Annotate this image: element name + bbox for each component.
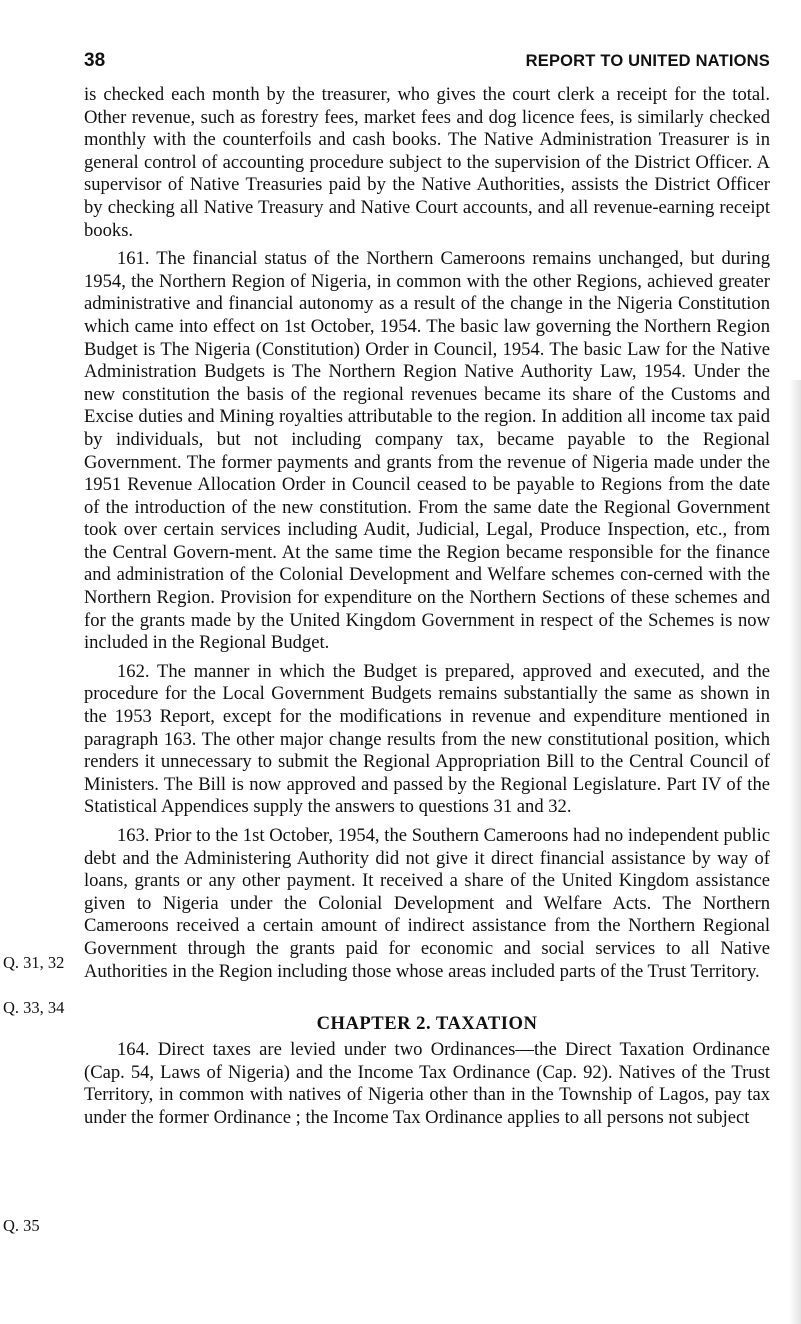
body-text [84, 84, 770, 1130]
paragraph-163: 163. Prior to the 1st October, 1954, the Southern Cameroons had no independent public debt and the Administering Authority did not give it direct financial assistance by way of loans, grants or any other payment. It received a share of the United Kingdom assistance given to Nigeria under the Colonial Development and Welfare Acts. The Northern Cameroons received a certain amount of indirect assistance from the Northern Regional Government through the grants paid for economic and social services to all Native Authorities in the Region including those whose areas included parts of the Trust Territory. [84, 825, 770, 982]
paragraph-162: 162. The manner in which the Budget is prepared, approved and executed, and the procedure for the Local Government Budgets remains substantially the same as shown in the 1953 Report, except for the modifications in revenue and expenditure mentioned in paragraph 163. The other major change results from the new constitutional position, which renders it unnecessary to submit the Regional Appropriation Bill to the Central Council of Ministers. The Bill is now approved and passed by the Regional Legislature. Part IV of the Statistical Appendices supply the answers to questions 31 and 32. [84, 660, 770, 818]
paragraph-161: 161. The financial status of the Northern Cameroons remains unchanged, but during 1954, the Northern Region of Nigeria, in common with the other Regions, achieved greater administrative and financial autonomy as a result of the change in the Nigeria Constitution which came into effect on 1st October, 1954. The basic law governing the Northern Region Budget is The Nigeria (Constitution) Order in Council, 1954. The basic Law for the Native Administration Budgets is The Northern Region Native Authority Law, 1954. Under the new constitution the basis of the regional revenues became its share of the Customs and Excise duties and Mining royalties attributable to the region. In addition all income tax paid by individuals, but not including company tax, became payable to the Regional Government. The former payments and grants from the revenue of Nigeria made under the 1951 Revenue Allocation Order in Council ceased to be payable to Regions from the date of the introduction of the new constitution. From the same date the Regional Government took over certain services including Audit, Judicial, Legal, Produce Inspection, etc., from the Central Govern-ment. At the same time the Region became responsible for the finance and administration of the Colonial Development and Welfare schemes con-cerned with the Northern Region. Provision for expenditure on the Northern Sections of these schemes and for the grants made by the United Kingdom Government in respect of the Schemes is now included in the Regional Budget. [84, 248, 770, 654]
paragraph-164: 164. Direct taxes are levied under two Ordinances—the Direct Taxation Ordinance (Cap. 54, Laws of Nigeria) and the Income Tax Ordinance (Cap. 92). Natives of the Trust Territory, in common with natives of Nigeria other than in the Township of Lagos, pay tax under the former Ordinance ; the Income Tax Ordinance applies to all persons not subject [84, 1039, 770, 1128]
margin-reference-q31-32: Q. 31, 32 [3, 953, 65, 972]
paragraph-continued: is checked each month by the treasurer, who gives the court clerk a receipt for the total. Other revenue, such as forestry fees, market fees and dog licence fees, is similarly checked monthly with the counterfoils and cash books. The Native Administration Treasurer is in general control of accounting procedure subject to the supervision of the District Officer. A supervisor of Native Treasuries paid by the Native Authorities, assists the District Officer by checking all Native Treasury and Native Court accounts, and all revenue-earning receipt books. [84, 84, 770, 241]
chapter-heading: CHAPTER 2. TAXATION [316, 1013, 538, 1035]
page-header [84, 50, 770, 78]
margin-reference-q35: Q. 35 [3, 1216, 40, 1235]
page-number: 38 [84, 50, 106, 71]
running-head: REPORT TO UNITED NATIONS [525, 52, 770, 70]
page-edge-shadow [789, 380, 801, 1324]
margin-reference-q33-34: Q. 33, 34 [3, 998, 65, 1017]
